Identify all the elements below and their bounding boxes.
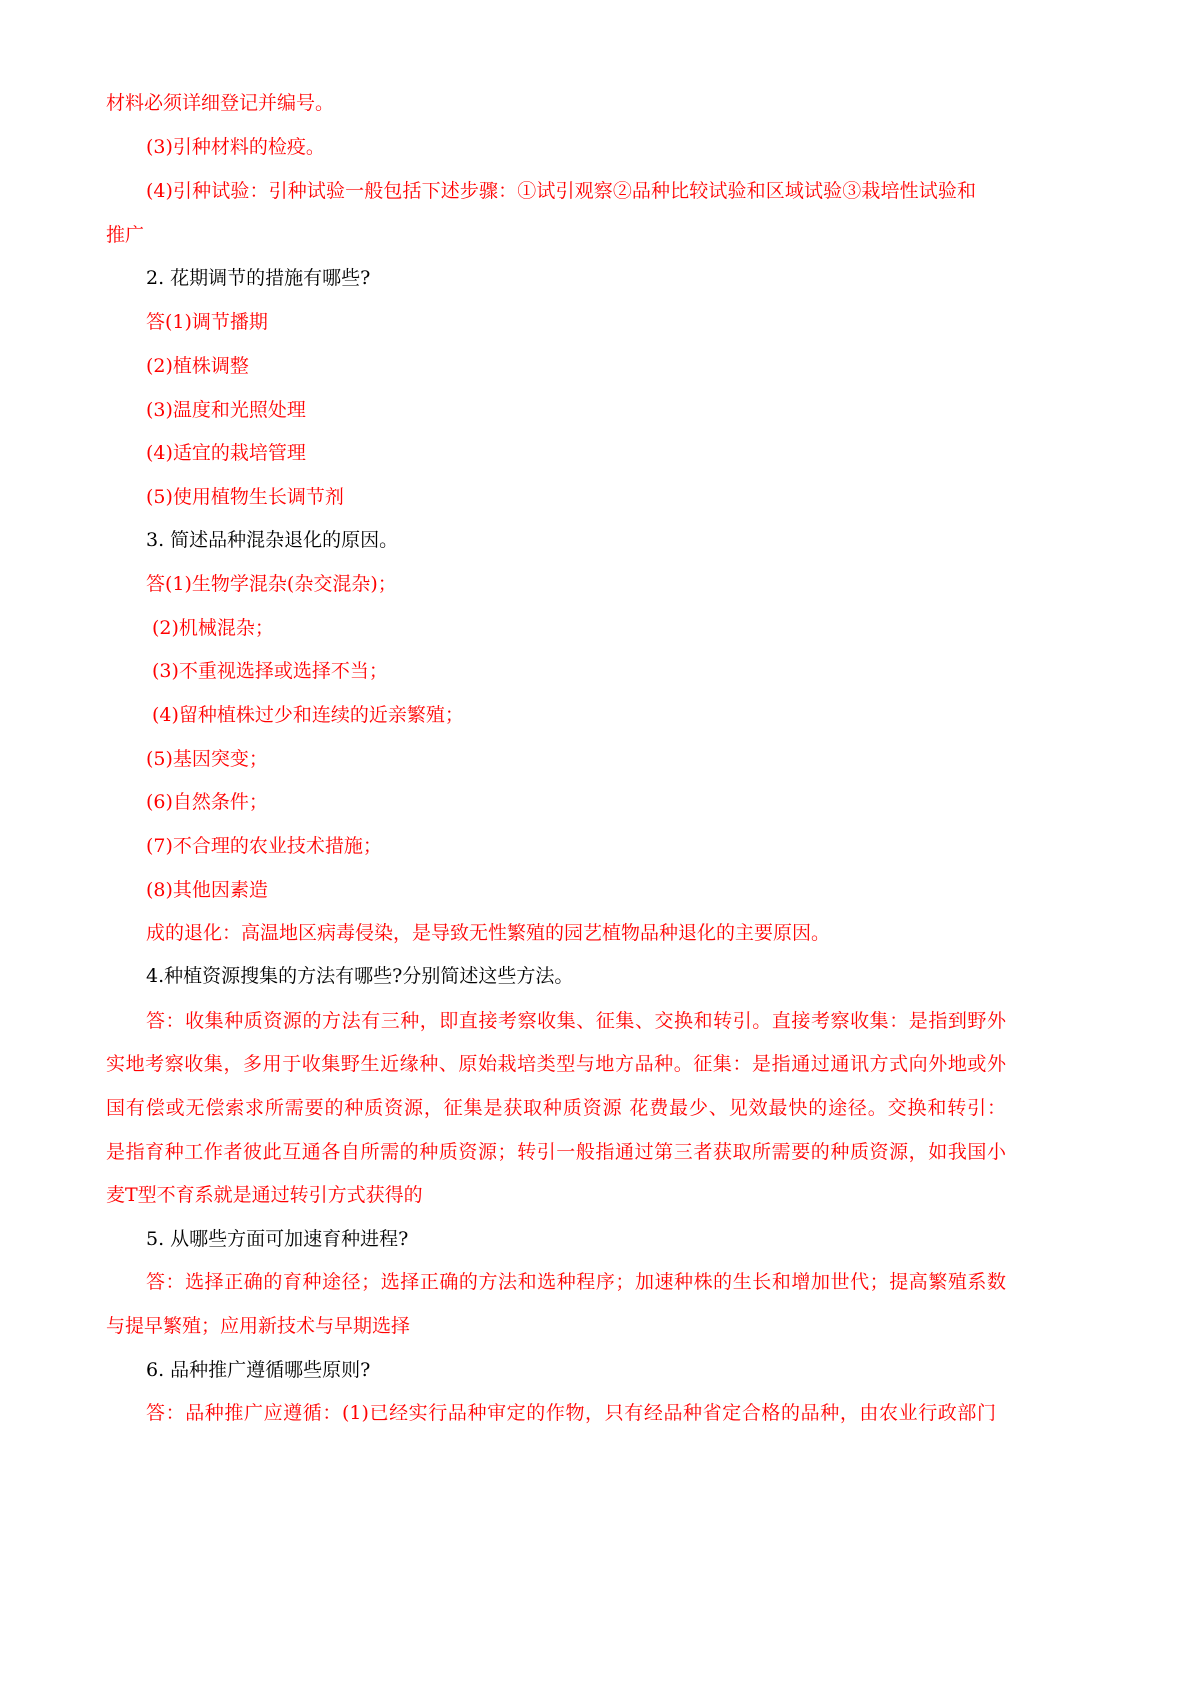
question-heading: 6. 品种推广遵循哪些原则? xyxy=(146,1359,371,1381)
answer-line: 国有偿或无偿索求所需要的种质资源，征集是获取种质资源 花费最少、见效最快的途径。交换和转引： xyxy=(106,1097,1006,1119)
answer-line: 答：品种推广应遵循：(1)已经实行品种审定的作物，只有经品种省定合格的品种，由农业行政部门 xyxy=(146,1402,996,1424)
text-line: (3)引种材料的检疫。 xyxy=(146,136,325,158)
question-heading: 5. 从哪些方面可加速育种进程? xyxy=(146,1228,409,1250)
question-heading: 3. 简述品种混杂退化的原因。 xyxy=(146,529,399,551)
text-line: 推广 xyxy=(106,224,145,246)
answer-line: (4)留种植株过少和连续的近亲繁殖； xyxy=(152,704,464,726)
answer-line: (7)不合理的农业技术措施； xyxy=(146,835,382,857)
answer-line: (5)使用植物生长调节剂 xyxy=(146,486,344,508)
text-line: 材料必须详细登记并编号。 xyxy=(106,92,335,114)
answer-line: 答(1)调节播期 xyxy=(146,311,268,333)
answer-line: (4)适宜的栽培管理 xyxy=(146,442,306,464)
answer-line: (8)其他因素造 xyxy=(146,879,268,901)
answer-line: 麦T型不育系就是通过转引方式获得的 xyxy=(106,1184,423,1206)
answer-line: 答：收集种质资源的方法有三种，即直接考察收集、征集、交换和转引。直接考察收集：是指到野外 xyxy=(146,1010,1006,1032)
question-heading: 4.种植资源搜集的方法有哪些?分别简述这些方法。 xyxy=(146,965,574,987)
answer-line: 答(1)生物学混杂(杂交混杂)； xyxy=(146,573,397,595)
answer-line: (3)温度和光照处理 xyxy=(146,399,306,421)
answer-line: (2)植株调整 xyxy=(146,355,249,377)
answer-line: 答：选择正确的育种途径；选择正确的方法和选种程序；加速种株的生长和增加世代；提高繁殖系数 xyxy=(146,1271,1006,1293)
question-heading: 2. 花期调节的措施有哪些? xyxy=(146,267,371,289)
answer-line: (2)机械混杂； xyxy=(152,617,274,639)
answer-line: (3)不重视选择或选择不当； xyxy=(152,660,388,682)
answer-line: 与提早繁殖；应用新技术与早期选择 xyxy=(106,1315,411,1337)
text-line: (4)引种试验：引种试验一般包括下述步骤：①试引观察②品种比较试验和区域试验③栽培性试验和 xyxy=(146,180,976,202)
answer-line: (6)自然条件； xyxy=(146,791,268,813)
answer-line: 实地考察收集，多用于收集野生近缘种、原始栽培类型与地方品种。征集：是指通过通讯方式向外地或外 xyxy=(106,1053,1006,1075)
answer-line: 成的退化：高温地区病毒侵染，是导致无性繁殖的园艺植物品种退化的主要原因。 xyxy=(146,922,831,944)
answer-line: 是指育种工作者彼此互通各自所需的种质资源；转引一般指通过第三者获取所需要的种质资源，如我国小 xyxy=(106,1141,1006,1163)
answer-line: (5)基因突变； xyxy=(146,748,268,770)
